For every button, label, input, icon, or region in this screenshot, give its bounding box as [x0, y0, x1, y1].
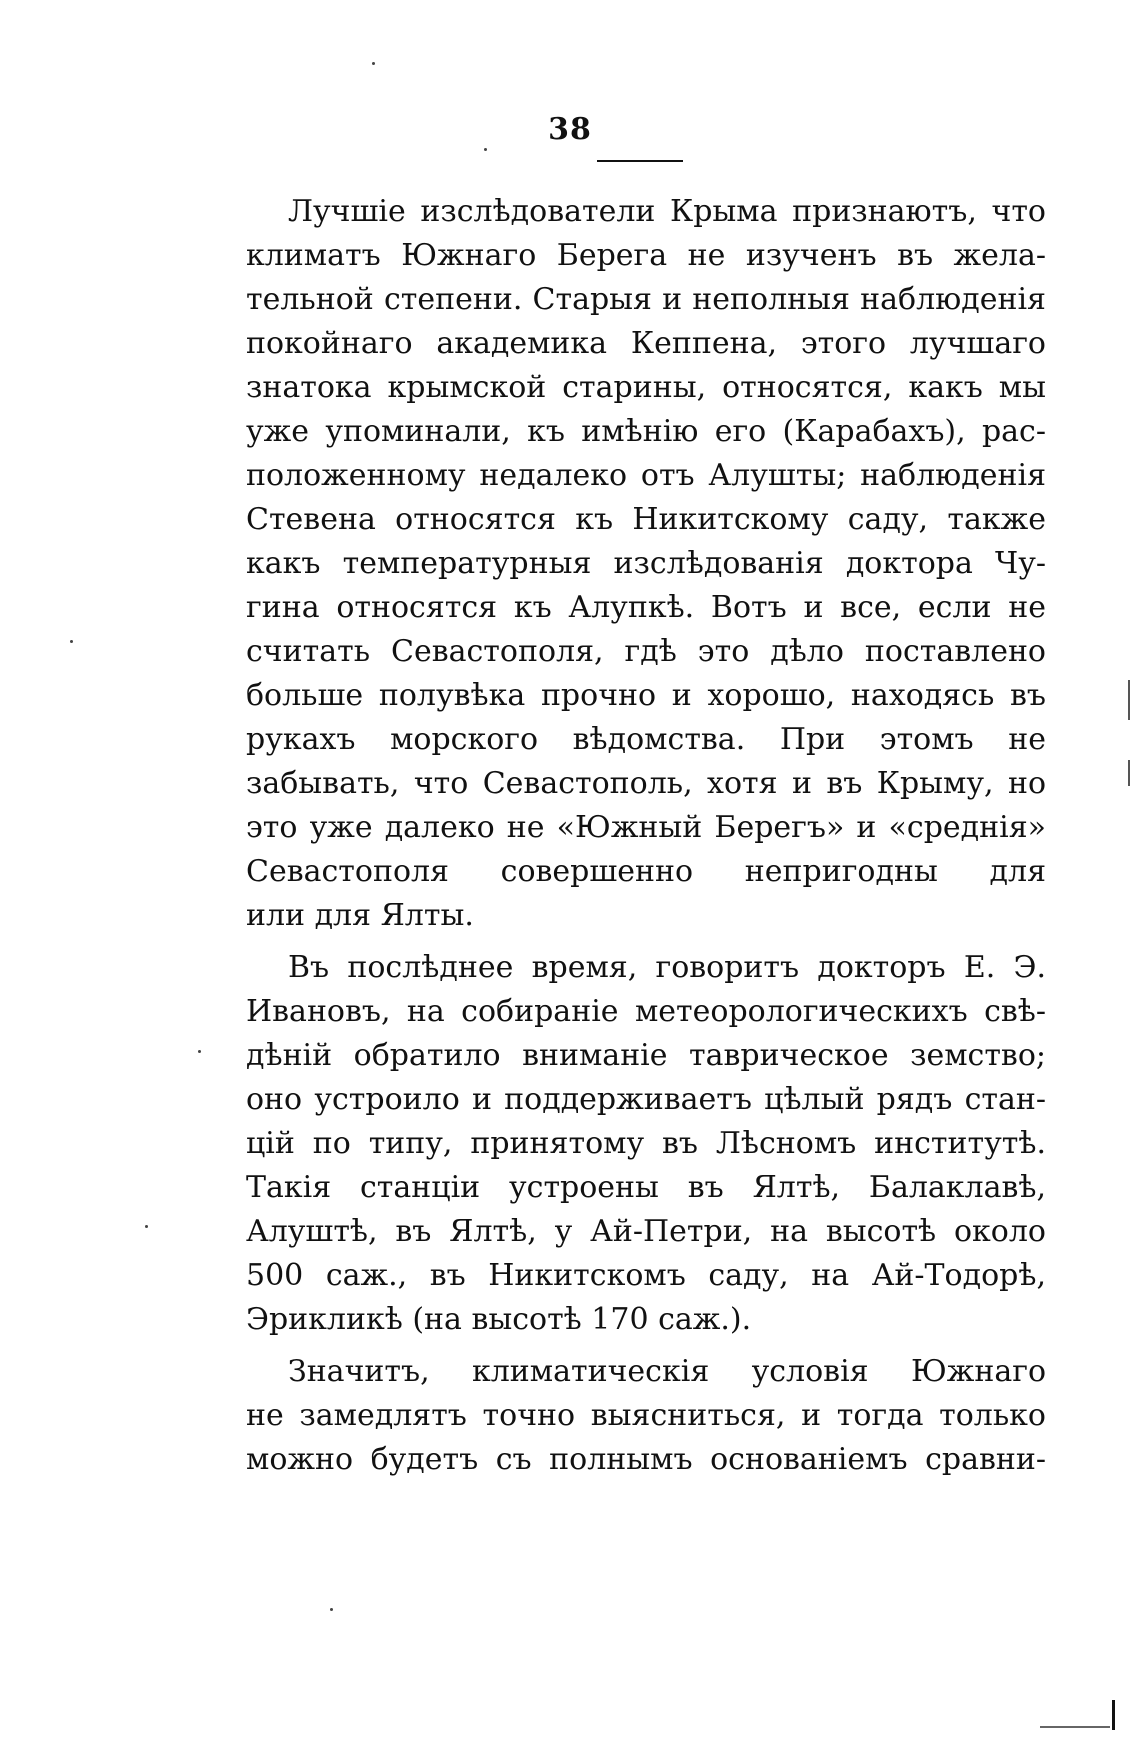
text-line: Такія станціи устроены въ Ялтѣ, Балаклавѣ, — [246, 1170, 1046, 1205]
text-line: положенному недалеко отъ Алушты; наблюденія — [246, 458, 1046, 493]
paragraph-3 — [246, 1350, 1046, 1482]
scan-edge-mark — [1040, 1726, 1110, 1728]
text-line: оно устроило и поддерживаетъ цѣлый рядъ стан- — [246, 1082, 1046, 1117]
scan-speck — [70, 640, 73, 643]
text-line: 500 саж., въ Никитскомъ саду, на Ай-Тодорѣ, — [246, 1258, 1046, 1293]
text-line: Значитъ, климатическія условія Южнаго — [288, 1354, 1046, 1389]
paragraph-2 — [246, 946, 1046, 1342]
text-line: Въ послѣднее время, говоритъ докторъ Е. Э. — [288, 950, 1046, 985]
text-line: не замедлятъ точно выясниться, и тогда только — [246, 1398, 1046, 1433]
text-line: Эрикликѣ (на высотѣ 170 саж.). — [246, 1302, 752, 1337]
paragraph-1 — [246, 190, 1046, 938]
text-line: гина относятся къ Алупкѣ. Вотъ и все, если не — [246, 590, 1046, 625]
text-line: цій по типу, принятому въ Лѣсномъ институтѣ. — [246, 1126, 1046, 1161]
text-line: больше полувѣка прочно и хорошо, находясь въ — [246, 678, 1046, 713]
text-line: Лучшіе изслѣдователи Крыма признаютъ, что — [288, 194, 1046, 229]
scan-speck — [145, 1225, 148, 1228]
scan-speck — [372, 62, 375, 65]
scan-speck — [198, 1050, 201, 1053]
text-line: Севастополя совершенно непригодны для — [246, 854, 1046, 889]
text-line: уже упоминали, къ имѣнію его (Карабахъ), рас- — [246, 414, 1046, 449]
scan-edge-mark — [1128, 680, 1130, 720]
text-line: климатъ Южнаго Берега не изученъ въ жела- — [246, 238, 1046, 273]
text-line: тельной степени. Старыя и неполныя наблюденія — [246, 282, 1046, 317]
scan-speck — [330, 1608, 333, 1611]
scan-edge-mark — [1128, 760, 1130, 786]
text-line: рукахъ морского вѣдомства. При этомъ не — [246, 722, 1046, 757]
text-line: дѣній обратило вниманіе таврическое земство; — [246, 1038, 1046, 1073]
page-number-underline — [597, 160, 683, 162]
text-line: это уже далеко не «Южный Берегъ» и «среднія» — [246, 810, 1046, 845]
paragraph-gap — [246, 1342, 1046, 1350]
text-line: или для Ялты. — [246, 898, 474, 933]
scan-speck — [484, 148, 487, 151]
page-number: 38 — [548, 112, 592, 147]
text-line: Стевена относятся къ Никитскому саду, также — [246, 502, 1046, 537]
text-line: какъ температурныя изслѣдованія доктора Чу- — [246, 546, 1046, 581]
paragraph-gap — [246, 938, 1046, 946]
text-line: покойнаго академика Кеппена, этого лучшаго — [246, 326, 1046, 361]
text-line: знатока крымской старины, относятся, какъ мы — [246, 370, 1046, 405]
body-text — [246, 190, 1046, 1482]
text-line: можно будетъ съ полнымъ основаніемъ сравни- — [246, 1442, 1046, 1477]
text-line: забывать, что Севастополь, хотя и въ Крыму, но — [246, 766, 1046, 801]
text-line: Алуштѣ, въ Ялтѣ, у Ай-Петри, на высотѣ около — [246, 1214, 1046, 1249]
scan-edge-mark — [1112, 1700, 1115, 1730]
text-line: Ивановъ, на собираніе метеорологическихъ свѣ- — [246, 994, 1046, 1029]
text-line: считать Севастополя, гдѣ это дѣло поставлено — [246, 634, 1046, 669]
